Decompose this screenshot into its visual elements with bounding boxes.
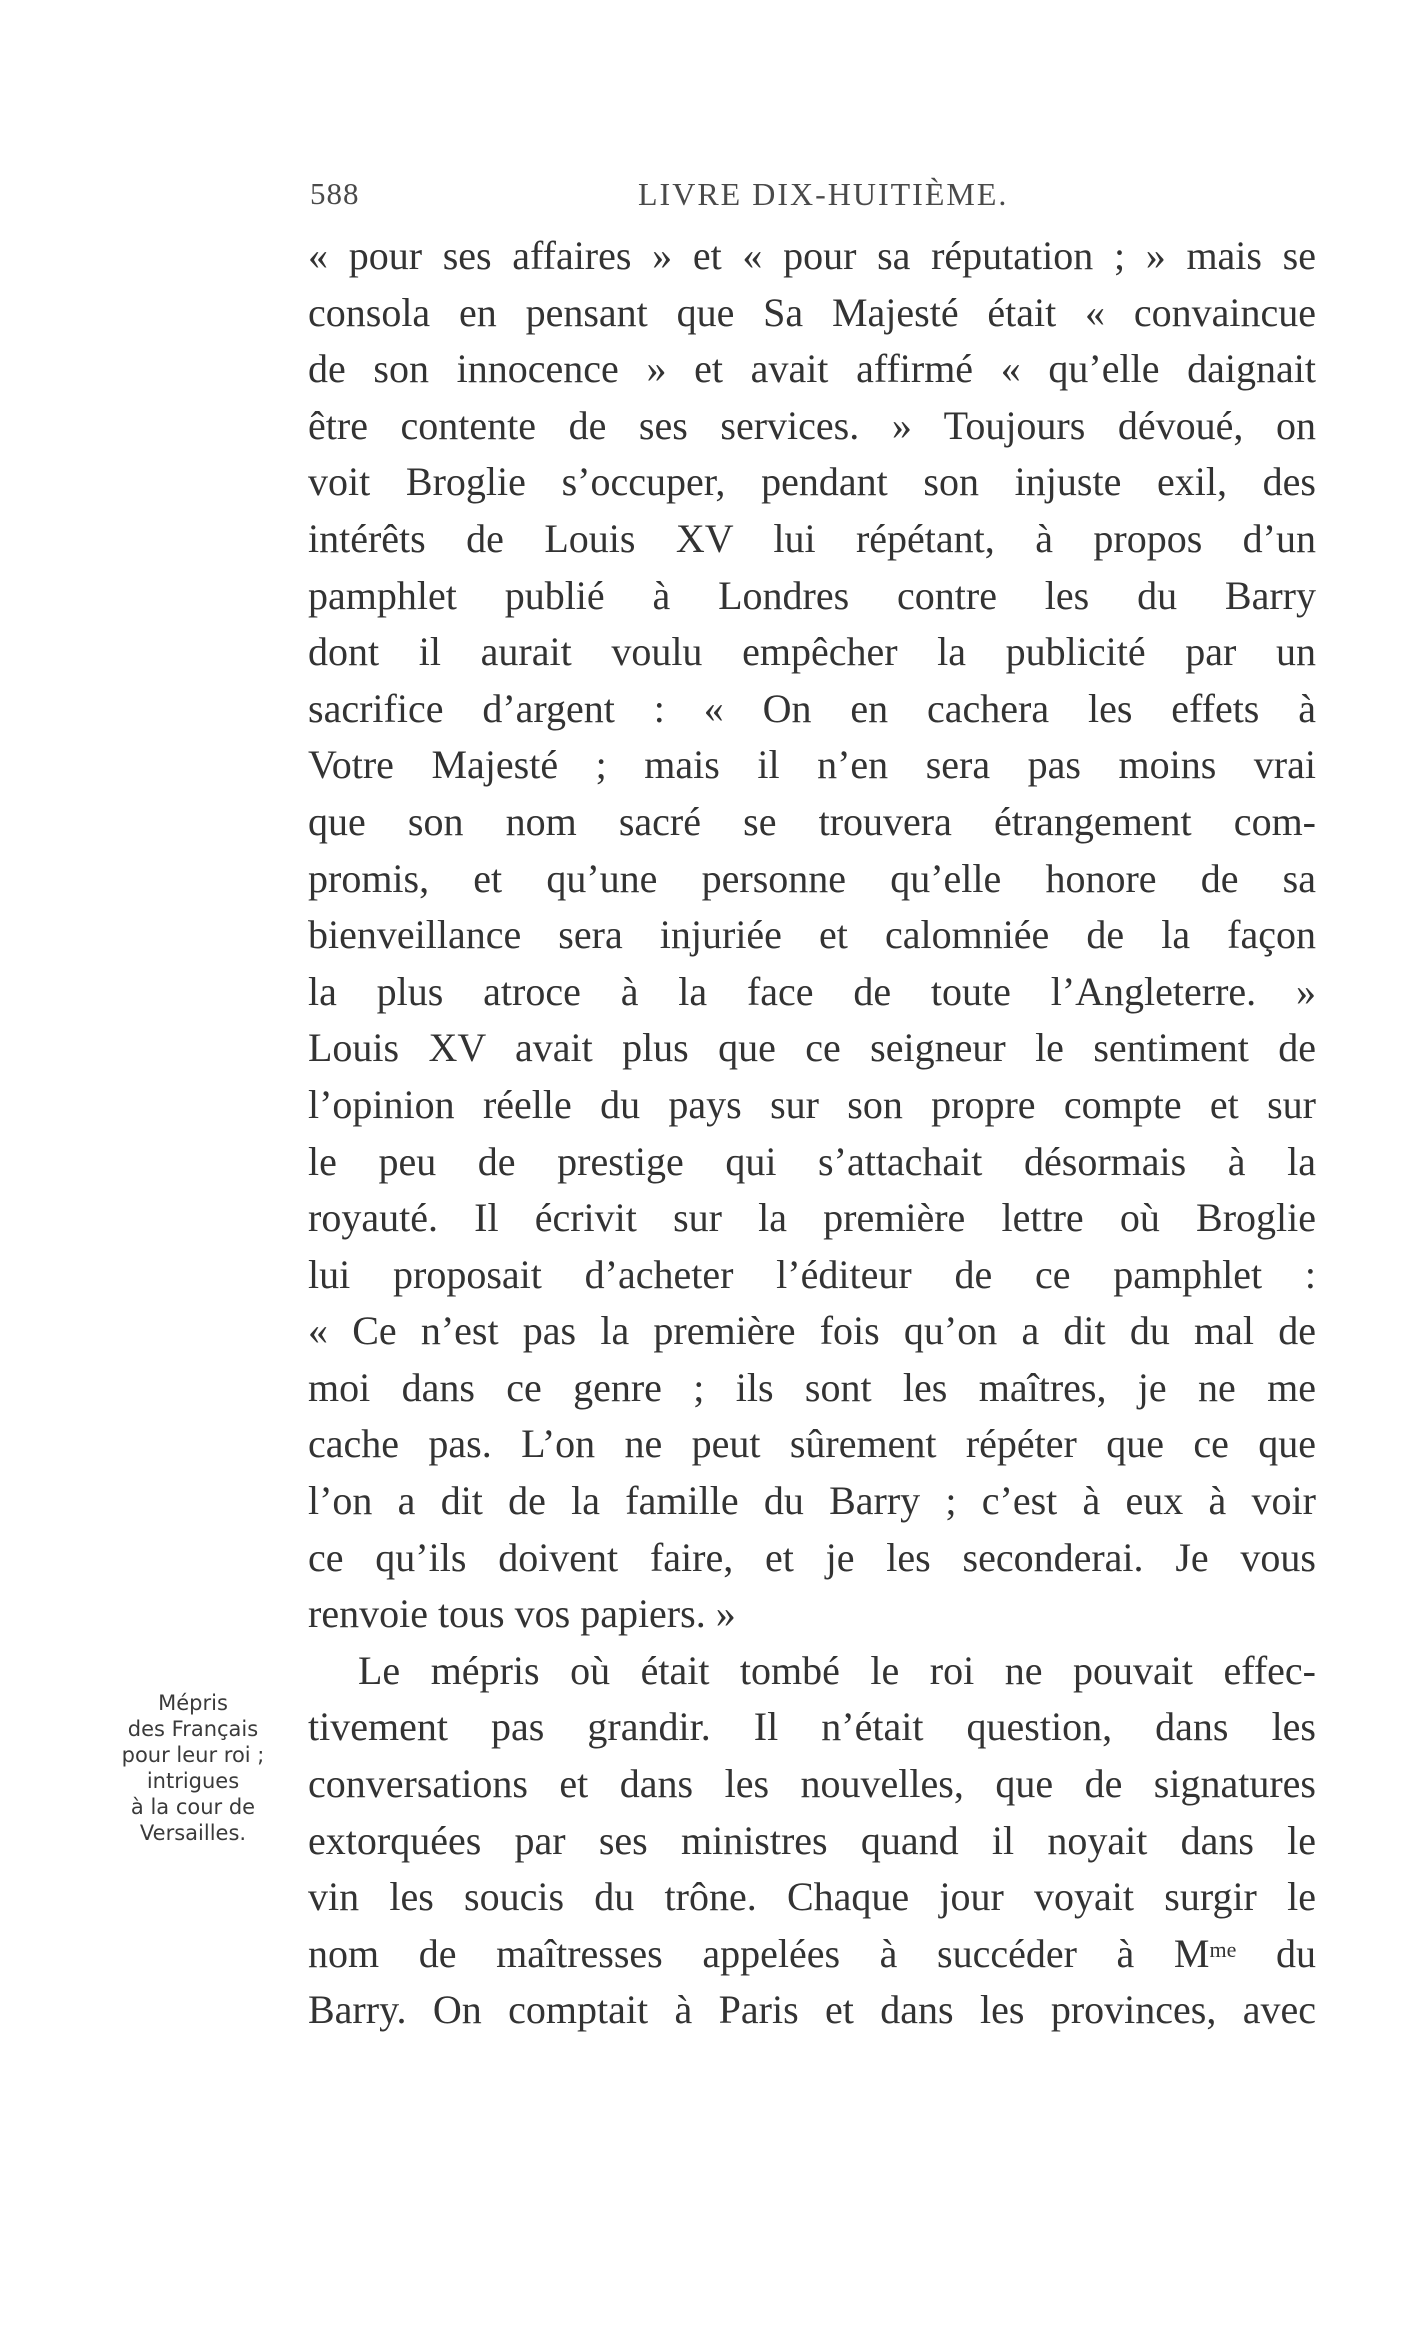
text-line: consola en pensant que Sa Majesté était « convaincue	[308, 289, 1316, 335]
text-segment: du	[1236, 1930, 1316, 1976]
text-line: bienveillance sera injuriée et calomniée de la façon	[308, 912, 1316, 958]
text-line: sacrifice d’argent : « On en cachera les effets à	[308, 685, 1316, 731]
text-line: Votre Majesté ; mais il n’en sera pas moins vrai	[308, 742, 1316, 788]
text-line: être contente de ses services. » Toujours dévoué, on	[308, 402, 1316, 448]
text-line: Barry. On comptait à Paris et dans les provinces, avec	[308, 1987, 1316, 2033]
body-text	[308, 228, 1316, 2039]
text-line: extorquées par ses ministres quand il noyait dans le	[308, 1817, 1316, 1863]
text-line: renvoie tous vos papiers. »	[308, 1591, 736, 1637]
text-line: Le mépris où était tombé le roi ne pouvait effec-	[358, 1647, 1316, 1693]
text-line-with-superscript	[308, 1926, 1316, 1983]
text-line: « pour ses affaires » et « pour sa réputation ; » mais se	[308, 233, 1316, 278]
text-line: voit Broglie s’occuper, pendant son injuste exil, des	[308, 459, 1316, 505]
running-header	[310, 176, 1315, 216]
running-title: LIVRE DIX-HUITIÈME.	[638, 176, 1009, 212]
text-line: ce qu’ils doivent faire, et je les seconderai. Je vous	[308, 1534, 1316, 1580]
margin-note-line: à la cour de	[130, 1795, 256, 1819]
text-line: l’opinion réelle du pays sur son propre compte et sur	[308, 1081, 1316, 1127]
text-line: la plus atroce à la face de toute l’Angleterre. »	[308, 968, 1316, 1014]
text-line: royauté. Il écrivit sur la première lettre où Broglie	[308, 1195, 1316, 1241]
page-number: 588	[310, 176, 360, 211]
text-line: Louis XV avait plus que ce seigneur le sentiment de	[308, 1025, 1316, 1071]
text-line: cache pas. L’on ne peut sûrement répéter que ce que	[308, 1421, 1316, 1467]
text-line: intérêts de Louis XV lui répétant, à propos d’un	[308, 515, 1316, 561]
margin-note-line: intrigues	[146, 1769, 240, 1793]
text-segment: nom de maîtresses appelées à succéder à M	[308, 1930, 1210, 1976]
margin-note-line: pour leur roi ;	[121, 1743, 265, 1767]
text-line: moi dans ce genre ; ils sont les maîtres, je ne me	[308, 1364, 1316, 1410]
text-line: « Ce n’est pas la première fois qu’on a dit du mal de	[308, 1308, 1316, 1354]
superscript: me	[1209, 1936, 1237, 1962]
margin-note-line: des Français	[127, 1717, 259, 1741]
margin-note-line: Mépris	[158, 1691, 228, 1715]
margin-note	[108, 1690, 278, 1846]
text-line: dont il aurait voulu empêcher la publicité par un	[308, 629, 1316, 675]
text-line: le peu de prestige qui s’attachait désormais à la	[308, 1138, 1316, 1184]
text-line: l’on a dit de la famille du Barry ; c’est à eux à voir	[308, 1478, 1316, 1524]
text-line: que son nom sacré se trouvera étrangement com-	[308, 798, 1316, 844]
text-line: vin les soucis du trône. Chaque jour voyait surgir le	[308, 1874, 1316, 1920]
text-line: pamphlet publié à Londres contre les du Barry	[308, 572, 1316, 618]
text-line: tivement pas grandir. Il n’était question, dans les	[308, 1704, 1316, 1750]
text-line: conversations et dans les nouvelles, que de signatures	[308, 1761, 1316, 1807]
text-line: lui proposait d’acheter l’éditeur de ce pamphlet :	[308, 1251, 1316, 1297]
text-line: de son innocence » et avait affirmé « qu’elle daignait	[308, 346, 1316, 392]
text-line: promis, et qu’une personne qu’elle honore de sa	[308, 855, 1316, 901]
margin-note-line: Versailles.	[139, 1821, 247, 1845]
